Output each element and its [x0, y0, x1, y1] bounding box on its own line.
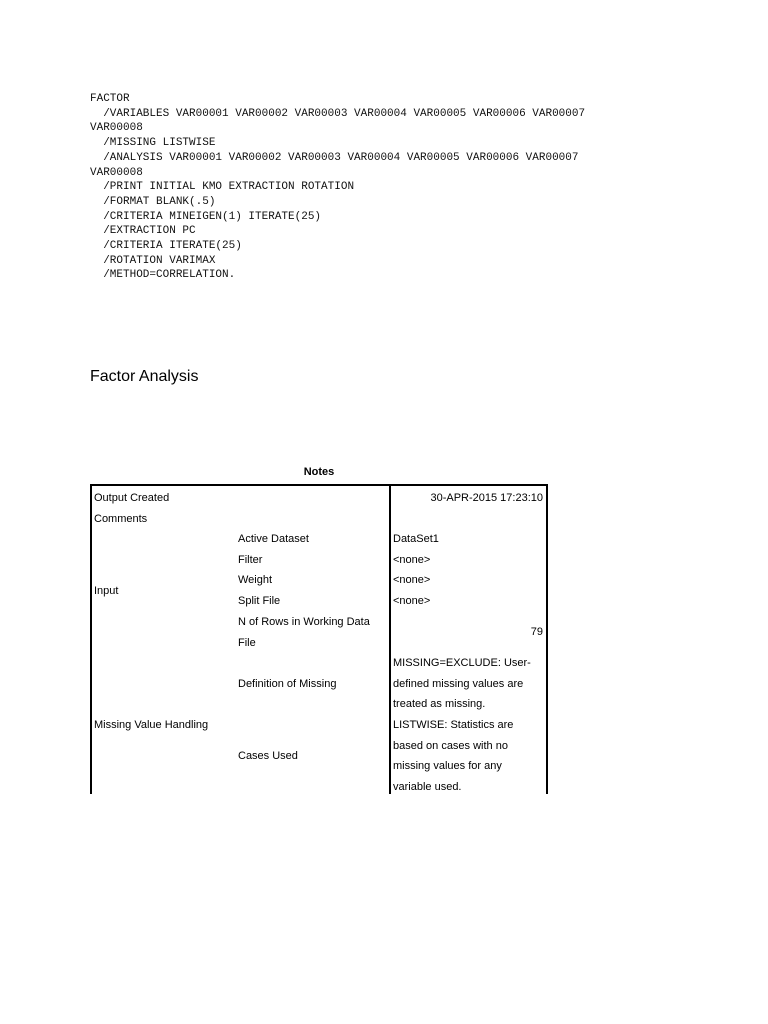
output-created-label: Output Created [94, 492, 170, 504]
factor-syntax: FACTOR /VARIABLES VAR00001 VAR00002 VAR00003 VAR00004 VAR00005 VAR00006 VAR00007 VAR00008 /MISSING LISTWISE /ANALYSIS VAR00001 VAR00002 VAR00003 VAR00004 VAR00005 VAR00006 VAR00007 VAR00008 /PRINT INITIAL KMO EXTRACTION ROTATION /FORMAT BLANK(.5) /CRITERIA MINEIGEN(1) ITERATE(25) /EXTRACTION PC /CRITERIA ITERATE(25) /ROTATION VARIMAX /METHOD=CORRELATION. [90, 93, 586, 282]
comments-label: Comments [94, 513, 148, 525]
output-created-value: 30-APR-2015 17:23:10 [430, 492, 543, 504]
table-caption: Notes [303, 466, 335, 478]
missing-value-handling-label: Missing Value Handling [94, 719, 209, 731]
definition-of-missing-label: Definition of Missing [238, 678, 337, 690]
input-label: Input [94, 585, 119, 597]
notes-table [90, 484, 548, 794]
active-dataset-label: Active Dataset [238, 533, 309, 545]
n-rows-value: 79 [530, 626, 543, 638]
filter-value: <none> [393, 554, 431, 566]
cases-used-label: Cases Used [238, 750, 298, 762]
definition-of-missing-value: MISSING=EXCLUDE: User- defined missing values are treated as missing. [393, 657, 531, 711]
column-divider [389, 486, 391, 794]
weight-label: Weight [238, 574, 273, 586]
split-file-label: Split File [238, 595, 281, 607]
active-dataset-value: DataSet1 [393, 533, 439, 545]
section-heading: Factor Analysis [90, 368, 199, 385]
n-rows-label: N of Rows in Working Data File [238, 616, 370, 649]
split-file-value: <none> [393, 595, 431, 607]
weight-value: <none> [393, 574, 431, 586]
filter-label: Filter [238, 554, 263, 566]
cases-used-value: LISTWISE: Statistics are based on cases with no missing values for any variable used. [393, 719, 514, 793]
